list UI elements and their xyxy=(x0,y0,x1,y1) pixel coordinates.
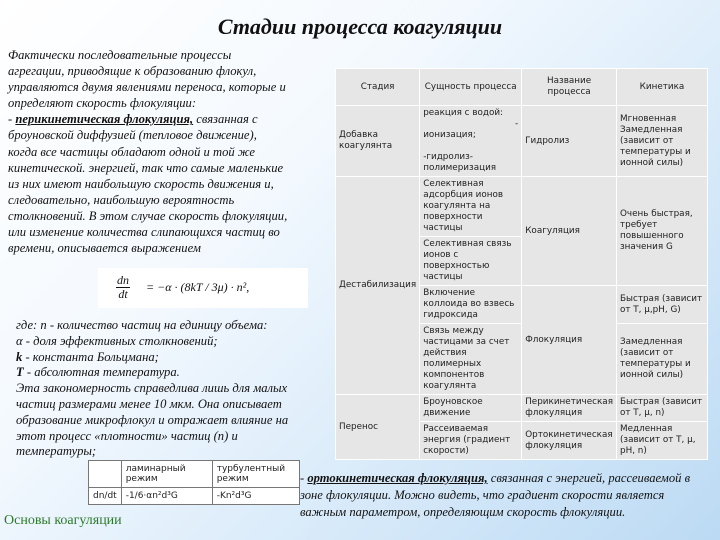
intro-line: когда все частицы обладают одной и той же xyxy=(8,144,255,159)
def-line: образование микрофлокул и отражает влияние на xyxy=(16,412,289,427)
perikinetic-term: перикинетическая флокуляция, xyxy=(15,112,194,127)
table-cell: ламинарный режим xyxy=(121,461,212,488)
intro-line: столкновений. В этом случае скорость флокуляции, xyxy=(8,208,288,223)
orthokinetic-paragraph xyxy=(300,470,712,521)
name-cell: Перикинетическая флокуляция xyxy=(522,395,617,422)
kinetics-cell: Быстрая (зависит от T, μ, n) xyxy=(617,395,708,422)
intro-line: или изменение количества слипающихся частиц во xyxy=(8,225,280,240)
def-symbol: k xyxy=(16,349,23,364)
kinetics-cell: Замедленная (зависит от температуры и ионной силы) xyxy=(617,324,708,395)
def-line: этот процесс «плотности» частиц (n) и xyxy=(16,428,238,443)
stage-cell: Добавка коагулянта xyxy=(336,106,420,177)
coagulation-stages-table xyxy=(335,68,708,460)
def-text: - абсолютная температура. xyxy=(23,365,180,380)
stage-cell: Дестабилизация xyxy=(336,177,420,395)
name-cell: Гидролиз xyxy=(522,106,617,177)
header-cell: Кинетика xyxy=(617,69,708,106)
formula-numerator: dn xyxy=(117,273,129,287)
intro-line: броуновской диффузией (тепловое движение), xyxy=(8,128,257,143)
essence-cell: Броуновское движение xyxy=(420,395,522,422)
page-title: Стадии процесса коагуляции xyxy=(217,14,503,39)
kinetics-cell: Очень быстрая, требует повышенного значения G xyxy=(617,177,708,286)
def-line xyxy=(16,350,334,366)
def-line xyxy=(16,365,334,381)
intro-line: определяют скорость флокуляции: xyxy=(8,96,197,111)
orthokinetic-rest: связанная с энергией, рассеиваемой в зоне флокуляции. Можно видеть, что градиент скорости является важным параметром, определяющим скорость флокуляции. xyxy=(300,471,691,519)
table-row xyxy=(89,488,300,505)
regime-table xyxy=(88,460,300,505)
stage-cell: Перенос xyxy=(336,395,420,460)
dash: - xyxy=(300,471,308,485)
name-cell: Коагуляция xyxy=(522,177,617,286)
name-cell: Ортокинетическая флокуляция xyxy=(522,422,617,460)
def-line: где: n - количество частиц на единицу объема: xyxy=(16,318,268,332)
essence-cell xyxy=(420,106,522,177)
essence-line: - xyxy=(515,119,519,129)
dash: - xyxy=(8,112,16,127)
table-header-row xyxy=(336,69,708,106)
intro-line: следовательно, наибольшую вероятность xyxy=(8,192,235,207)
table-cell xyxy=(89,461,122,488)
table-row xyxy=(336,395,708,422)
essence-line: -гидролиз-полимеризация xyxy=(423,152,497,173)
intro-line: Фактически последовательные процессы xyxy=(8,48,232,62)
essence-line: ионизация; xyxy=(423,130,476,140)
formula-rhs: = −α · (8kT / 3μ) · n², xyxy=(146,280,250,294)
essence-cell: Включение коллоида во взвесь гидроксида xyxy=(420,286,522,324)
def-line: α - доля эффективных столкновений; xyxy=(16,333,218,348)
kinetics-cell: Медленная (зависит от T, μ, pH, n) xyxy=(617,422,708,460)
def-symbol: T xyxy=(16,365,24,380)
flocculation-formula xyxy=(98,268,308,308)
table-row xyxy=(336,106,708,177)
perikinetic-heading xyxy=(8,111,330,127)
perikinetic-rest: связанная с xyxy=(193,112,258,127)
header-cell: Стадия xyxy=(336,69,420,106)
table-cell: -Kn²d³G xyxy=(212,488,299,505)
def-line: температуры; xyxy=(16,444,97,459)
table-cell: турбулентный режим xyxy=(212,461,299,488)
def-text: - константа Больцмана; xyxy=(22,349,159,364)
intro-line: из них имеют наибольшую скорость движения и, xyxy=(8,176,274,191)
essence-cell: Селективная адсорбция ионов коагулянта на поверхности частицы xyxy=(420,177,522,237)
orthokinetic-term: ортокинетическая флокуляция, xyxy=(307,471,488,485)
definitions xyxy=(16,318,334,460)
def-line: частиц размерами менее 10 мкм. Она описывает xyxy=(16,396,282,411)
essence-line xyxy=(423,141,518,152)
essence-cell: Рассеиваемая энергия (градиент скорости) xyxy=(420,422,522,460)
formula-denominator: dt xyxy=(118,287,128,301)
table-row xyxy=(89,461,300,488)
footer-title: Основы коагуляции xyxy=(4,513,122,528)
essence-cell: Связь между частицами за счет действия полимерных компонентов коагулянта xyxy=(420,324,522,395)
header-cell: Сущность процесса xyxy=(420,69,522,106)
essence-cell: Селективная связь ионов с поверхностью частицы xyxy=(420,237,522,286)
intro-line: времени, описывается выражением xyxy=(8,241,201,256)
table-cell: dn/dt xyxy=(89,488,122,505)
def-line: Эта закономерность справедлива лишь для малых xyxy=(16,381,288,396)
intro-line: кинетической. энергией, так что самые маленькие xyxy=(8,160,284,175)
kinetics-cell: Быстрая (зависит от T, μ,pH, G) xyxy=(617,286,708,324)
intro-line: управляются двумя явлениями переноса, которые и xyxy=(8,80,286,95)
table-row xyxy=(336,177,708,237)
intro-line: агрегации, приводящие к образованию флокул, xyxy=(8,64,257,79)
intro-text xyxy=(8,47,330,256)
kinetics-cell: Мгновенная Замедленная (зависит от температуры и ионной силы) xyxy=(617,106,708,177)
name-cell: Флокуляция xyxy=(522,286,617,395)
header-cell: Название процесса xyxy=(522,69,617,106)
table-cell: -1/6·αn²d³G xyxy=(121,488,212,505)
formula-fraction xyxy=(116,274,130,301)
essence-line: реакция с водой: xyxy=(423,108,504,118)
